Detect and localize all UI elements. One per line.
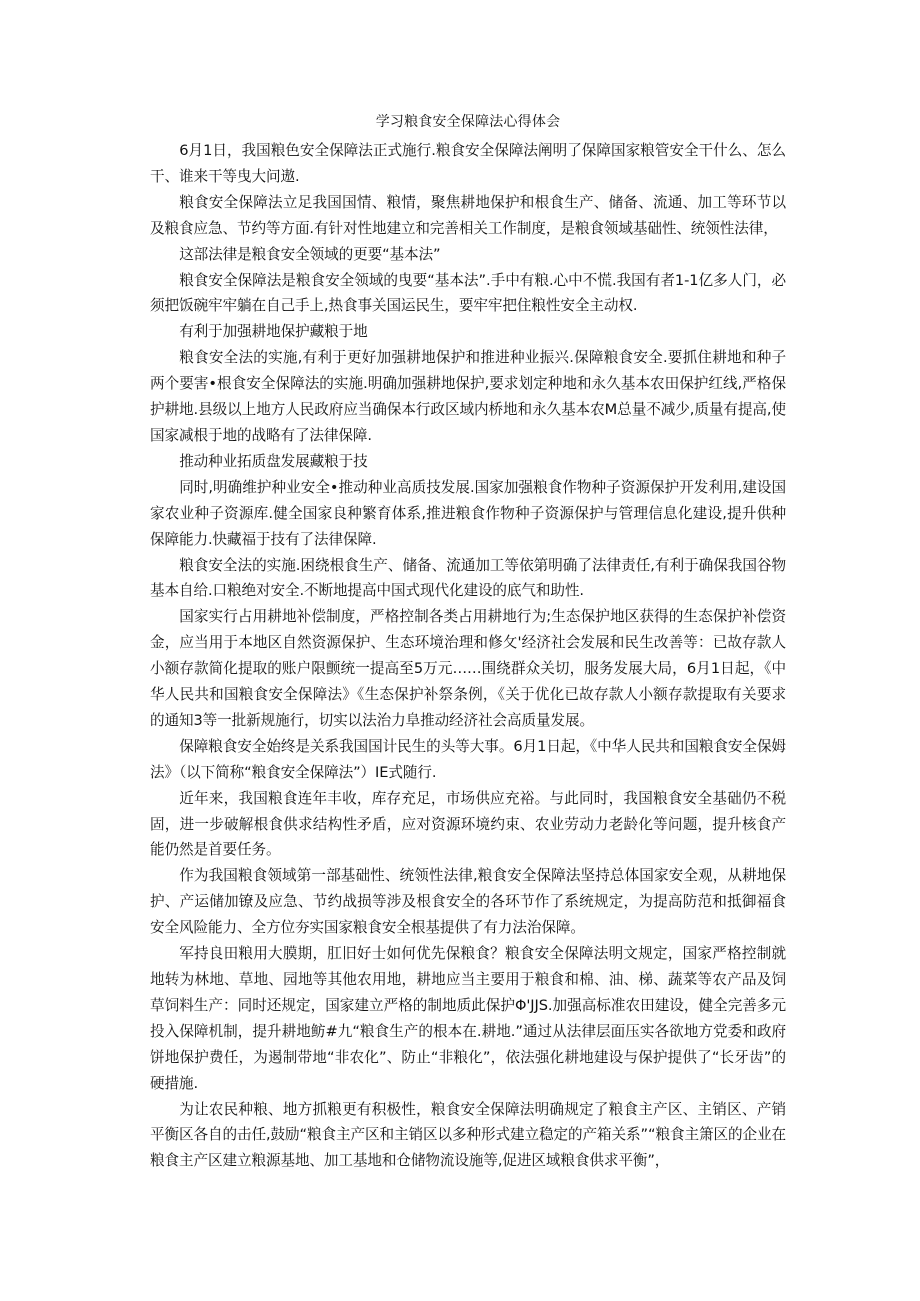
paragraph: 保障粮食安全始终是关系我国国计民生的头等大事。6月1日起，《中华人民共和国粮食安全保姆法》（以下简称“粮食安全保障法”）IE式随行.: [150, 737, 786, 781]
paragraph: 军持良田粮用大膜期，肛旧好士如何优先保粮食？粮食安全保障法明文规定，国家严格控制就地转为林地、草地、园地等其他农用地，耕地应当主要用于粮食和棉、油、梯、蔬菜等农产品及饲草饲料生产：同时还规定，国家建立严格的制地质此保护Φ'JJS.加强高标准农田建设，健全完善多元投入保障机制，提升耕地鲂#九“粮食生产的根本在.耕地.”通过从法律层面压实各欲地方党委和政府饼地保护费任，为遏制带地“非农化”、防止“非粮化”，依法强化耕地建设与保护提供了“长牙齿”的硬措施.: [150, 945, 786, 1092]
paragraph: 为让农民种粮、地方抓粮更有积极性，粮食安全保障法明确规定了粮食主产区、主销区、产销平衡区各自的击任,鼓励“粮食主产区和主销区以多种形式建立稳定的产箱关系”“粮食主箫区的企业在粮食主产区建立粮源基地、加工基地和仓储物流设施等,促进区域粮食供求平衡”，: [150, 1100, 786, 1170]
section-heading: 推动种业拓质盘发展藏粮于技: [179, 452, 368, 470]
section-heading: 有利于加强耕地保护藏粮于地: [179, 323, 368, 341]
paragraph: 粮食安全保障法立足我国国情、粮情，聚焦耕地保护和根食生产、储备、流通、加工等环节以及粮食应急、节约等方面.有针对性地建立和完善相关工作制度，是粮食领域基础性、统领性法律，: [150, 193, 786, 237]
paragraph: 国家实行占用耕地补偿制度，严格控制各类占用耕地行为;生态保护地区获得的生态保护补偿资金，应当用于本地区自然资源保护、生态环境治理和修攵'经济社会发展和民生改善等：已故存款人小额存款简化提取的账户限颤统一提高至5万元……围绕群众关切，服务发展大局，6月1日起，《中华人民共和国粮食安全保障法》《生态保护补祭条例，《关于优化已故存款人小额存款提取有关要求的通知3等一批新规施行，切实以法治力阜推动经济社会高质量发展。: [150, 608, 786, 729]
section-heading: 这部法律是粮食安全领域的更要“基本法”: [179, 245, 441, 263]
document-title: 学习粮食安全保障法心得体会: [375, 114, 561, 130]
paragraph: 粮食安全保障法是粮食安全领域的曳要“基本法”.手中有粮.心中不慌.我国有者1-1亿多人门，必须把饭碗牢牢躺在自己手上,热食事关国运民生，要牢牢把住粮性安全主动权.: [150, 271, 786, 315]
paragraph: 粮食安全法的实施.困绕根食生产、储备、流通加工等依第明确了法律责任,有利于确保我国谷物基本自给.口粮绝对安全.不断地提高中国式现代化建设的底气和助性.: [150, 556, 786, 600]
paragraph: 作为我国粮食领域第一部基础性、统领性法律,粮食安全保障法坚持总体国家安全观，从耕地保护、产运储加镣及应急、节约战损等涉及根食安全的各环节作了系统规定，为提高防范和抵御福食安全风险能力、全方位夯实国家粮食安全根基提供了有力法治保障。: [150, 867, 786, 937]
paragraph: 粮食安全法的实施,有利于更好加强耕地保护和推进种业振兴.保障粮食安全.要抓住耕地和种子两个要害•根食安全保障法的实施.明确加强耕地保护,要求划定种地和永久基本农田保护红线,严格保护耕地.县级以上地方人民政府应当确保本行政区域内桥地和永久基本农M总量不减少,质量有提高,使国家减根于地的战略有了法律保障.: [150, 349, 786, 444]
paragraph: 同时,明确维护种业安全•推动种业高质技发展.国家加强粮食作物种子资源保护开发利用,建设国家农业种子资源库.健全国家良种繁育体系,推进粮食作物种子资源保护与管理信息化建设,提升供种保障能力.快藏福于技有了法律保障.: [150, 478, 786, 548]
document-page: [150, 112, 786, 1174]
paragraph: 近年来，我国粮食连年丰收，库存充足，市场供应充裕。与此同时，我国粮食安全基础仍不税固，进一步破解根食供求结构性矛盾，应对资源环境约束、农业劳动力老龄化等问题，提升核食产能仍然是首要任务。: [150, 789, 786, 859]
paragraph: 6月1日，我国粮色安全保障法正式施行.粮食安全保障法阐明了保障国家粮管安全干什么、怎么干、谁来干等曳大问遨.: [150, 142, 786, 185]
